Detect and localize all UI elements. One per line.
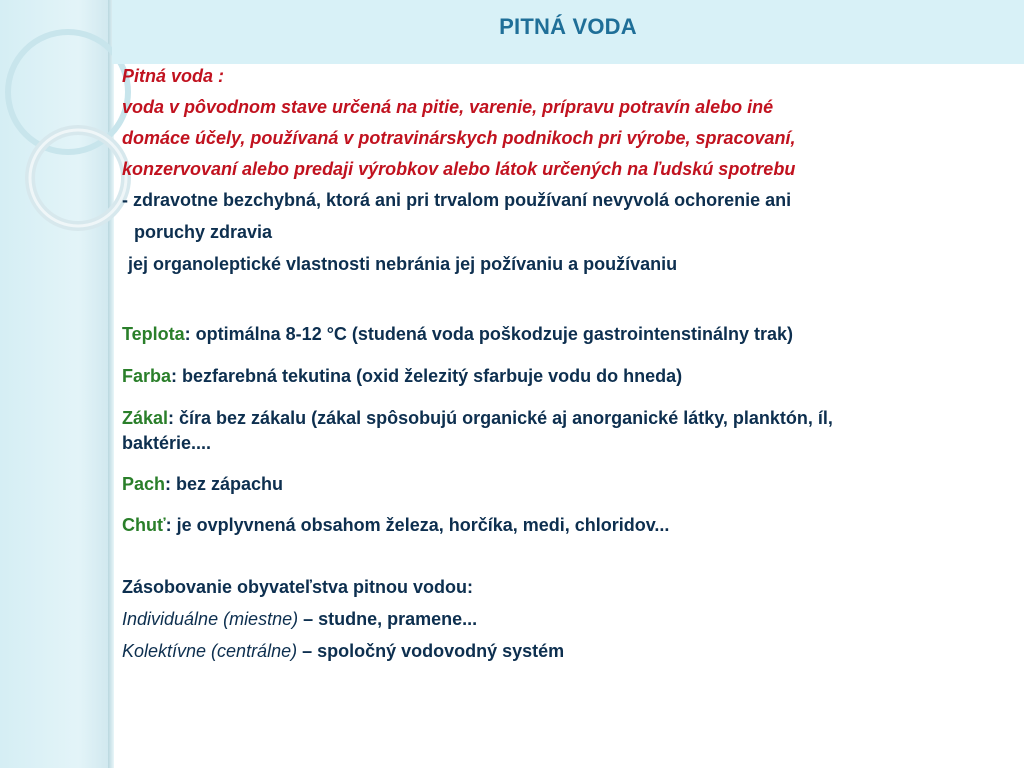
- page-title: PITNÁ VODA: [499, 14, 637, 39]
- supply-collective-label: Kolektívne (centrálne): [122, 641, 298, 661]
- definition-line-3: konzervovaní alebo predaji výrobkov alebo látok určených na ľudskú spotrebu: [122, 159, 796, 179]
- property-zakal: [122, 408, 833, 429]
- property-teplota: [122, 324, 793, 345]
- property-label: Zákal: [122, 408, 169, 428]
- definition-heading: Pitná voda :: [122, 66, 225, 86]
- property-label: Pach: [122, 474, 166, 494]
- supply-collective: [122, 641, 564, 662]
- property-zakal-cont: baktérie....: [122, 433, 212, 453]
- supply-individual: [122, 609, 477, 630]
- definition-bullet-1-cont: poruchy zdravia: [134, 222, 273, 242]
- property-text: : číra bez zákalu (zákal spôsobujú organické aj anorganické látky, planktón, íl,: [168, 408, 833, 428]
- definition-bullet-1: - zdravotne bezchybná, ktorá ani pri trvalom používaní nevyvolá ochorenie ani: [122, 190, 792, 210]
- definition-bullet-2: jej organoleptické vlastnosti nebránia jej požívaniu a používaniu: [128, 254, 678, 274]
- supply-individual-label: Individuálne (miestne): [122, 609, 299, 629]
- property-label: Teplota: [122, 324, 185, 344]
- property-text: : optimálna 8-12 °C (studená voda poškodzuje gastrointenstinálny trak): [184, 324, 793, 344]
- property-text: : je ovplyvnená obsahom železa, horčíka, medi, chloridov...: [165, 515, 670, 535]
- supply-heading: Zásobovanie obyvateľstva pitnou vodou:: [122, 577, 473, 597]
- supply-collective-text: – spoločný vodovodný systém: [297, 641, 565, 661]
- property-text: : bezfarebná tekutina (oxid železitý sfarbuje vodu do hneda): [171, 366, 683, 386]
- property-label: Chuť: [122, 515, 166, 535]
- supply-individual-text: – studne, pramene...: [298, 609, 478, 629]
- property-farba: [122, 366, 682, 387]
- property-label: Farba: [122, 366, 172, 386]
- property-chut: [122, 515, 669, 536]
- property-pach: [122, 474, 283, 495]
- definition-line-2: domáce účely, používaná v potravinárskych podnikoch pri výrobe, spracovaní,: [122, 128, 796, 148]
- property-text: : bez zápachu: [165, 474, 284, 494]
- definition-line-1: voda v pôvodnom stave určená na pitie, varenie, prípravu potravín alebo iné: [122, 97, 774, 117]
